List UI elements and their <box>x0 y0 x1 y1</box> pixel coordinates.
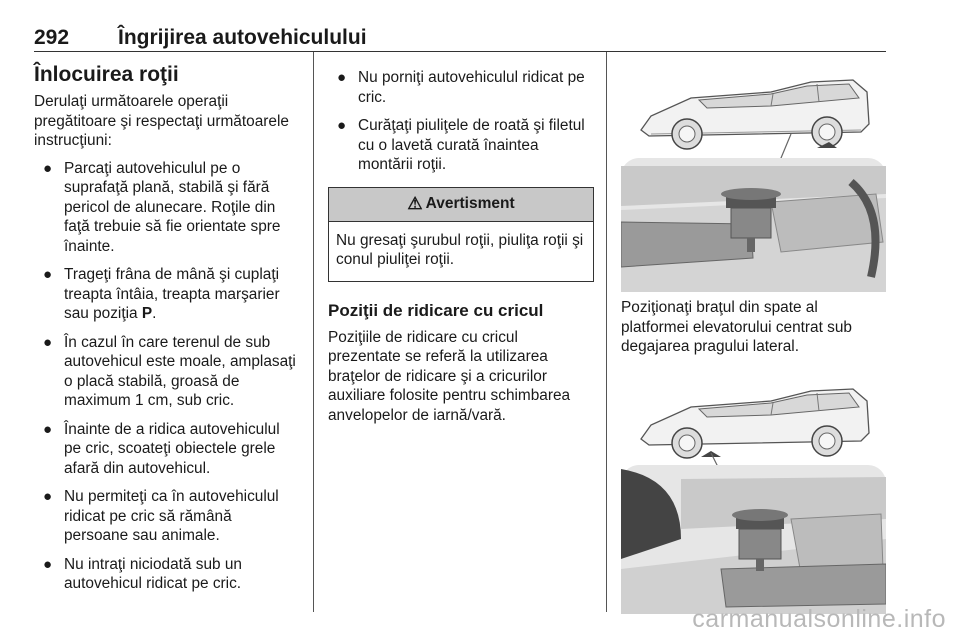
list-item: ● Curăţaţi piuliţele de roată şi filetul cu o lavetă curată înaintea montării roţii. <box>337 117 585 173</box>
list-item: ● Nu porniţi autovehiculul ridicat pe cric. <box>337 69 585 106</box>
list-item: ● În cazul în care terenul de sub autovehicul este moale, amplasaţi o placă stabilă, groasă de maximum 1 cm, sub cric. <box>43 333 296 409</box>
warning-box <box>328 187 594 282</box>
bullet-icon: ● <box>337 69 347 86</box>
lift-point-figure-rear <box>621 62 886 292</box>
column-divider <box>606 52 607 612</box>
list-item: ● Parcaţi autovehiculul pe o suprafaţă plană, stabilă şi fără pericol de alunecare. Roţile din faţă trebuie să fie orientate spre înainte. <box>43 159 281 255</box>
figure-caption: Poziţionaţi braţul din spate al platformei elevatorului centrat sub degajarea pragului lateral. <box>621 299 852 355</box>
column-divider <box>313 52 314 612</box>
section-title: Înlocuirea roţii <box>34 63 179 86</box>
watermark: carmanualsonline.info <box>692 605 946 633</box>
left-column <box>34 62 300 603</box>
middle-column <box>328 62 594 425</box>
running-title: Îngrijirea autovehiculului <box>118 26 367 49</box>
warning-header <box>329 188 593 222</box>
list-item: ● Trageţi frâna de mână şi cuplaţi treapta întâia, treapta marşarier sau poziţia P. <box>43 266 280 322</box>
list-item: ● Nu intraţi niciodată sub un autovehicul ridicat pe cric. <box>43 555 242 592</box>
car-side-icon <box>641 80 869 149</box>
warning-triangle-icon: ⚠ <box>407 194 423 214</box>
right-column <box>621 62 886 614</box>
page-number: 292 <box>34 26 70 49</box>
bullet-icon: ● <box>43 333 53 351</box>
gear-position-p: P <box>141 305 153 322</box>
bullet-icon: ● <box>43 266 53 283</box>
lift-point-figure-front <box>621 369 886 614</box>
lifting-paragraph: Poziţiile de ridicare cu cricul prezentate se referă la utilizarea braţelor de ridicare şi a cricurilor auxiliare folosite pentru schimbarea anvelopelor de iarnă/vară. <box>328 328 571 424</box>
list-item: ● Înainte de a ridica autovehiculul pe cric, scoateţi obiectele grele afară din autovehicul. <box>43 420 280 477</box>
bullet-icon: ● <box>43 555 53 573</box>
safety-list <box>328 68 594 175</box>
lift-arm-detail <box>621 465 886 614</box>
lift-arm-detail <box>621 158 886 292</box>
warning-title: Avertisment <box>425 195 515 213</box>
warning-body: Nu gresaţi şurubul roţii, piuliţa roţii şi conul piuliţei roţii. <box>336 231 584 268</box>
bullet-icon: ● <box>43 488 53 505</box>
car-side-icon <box>641 389 869 458</box>
intro-paragraph: Derulaţi următoarele operaţii pregătitoare şi respectaţi următoarele instrucţiuni: <box>34 93 289 149</box>
bullet-icon: ● <box>43 159 53 177</box>
bullet-icon: ● <box>337 117 347 134</box>
bullet-icon: ● <box>43 420 53 438</box>
list-item: ● Nu permiteţi ca în autovehiculul ridicat pe cric să rămână persoane sau animale. <box>43 488 279 544</box>
preparation-list <box>34 159 300 594</box>
page-header <box>34 24 886 52</box>
subsection-title: Poziţii de ridicare cu cricul <box>328 300 544 320</box>
